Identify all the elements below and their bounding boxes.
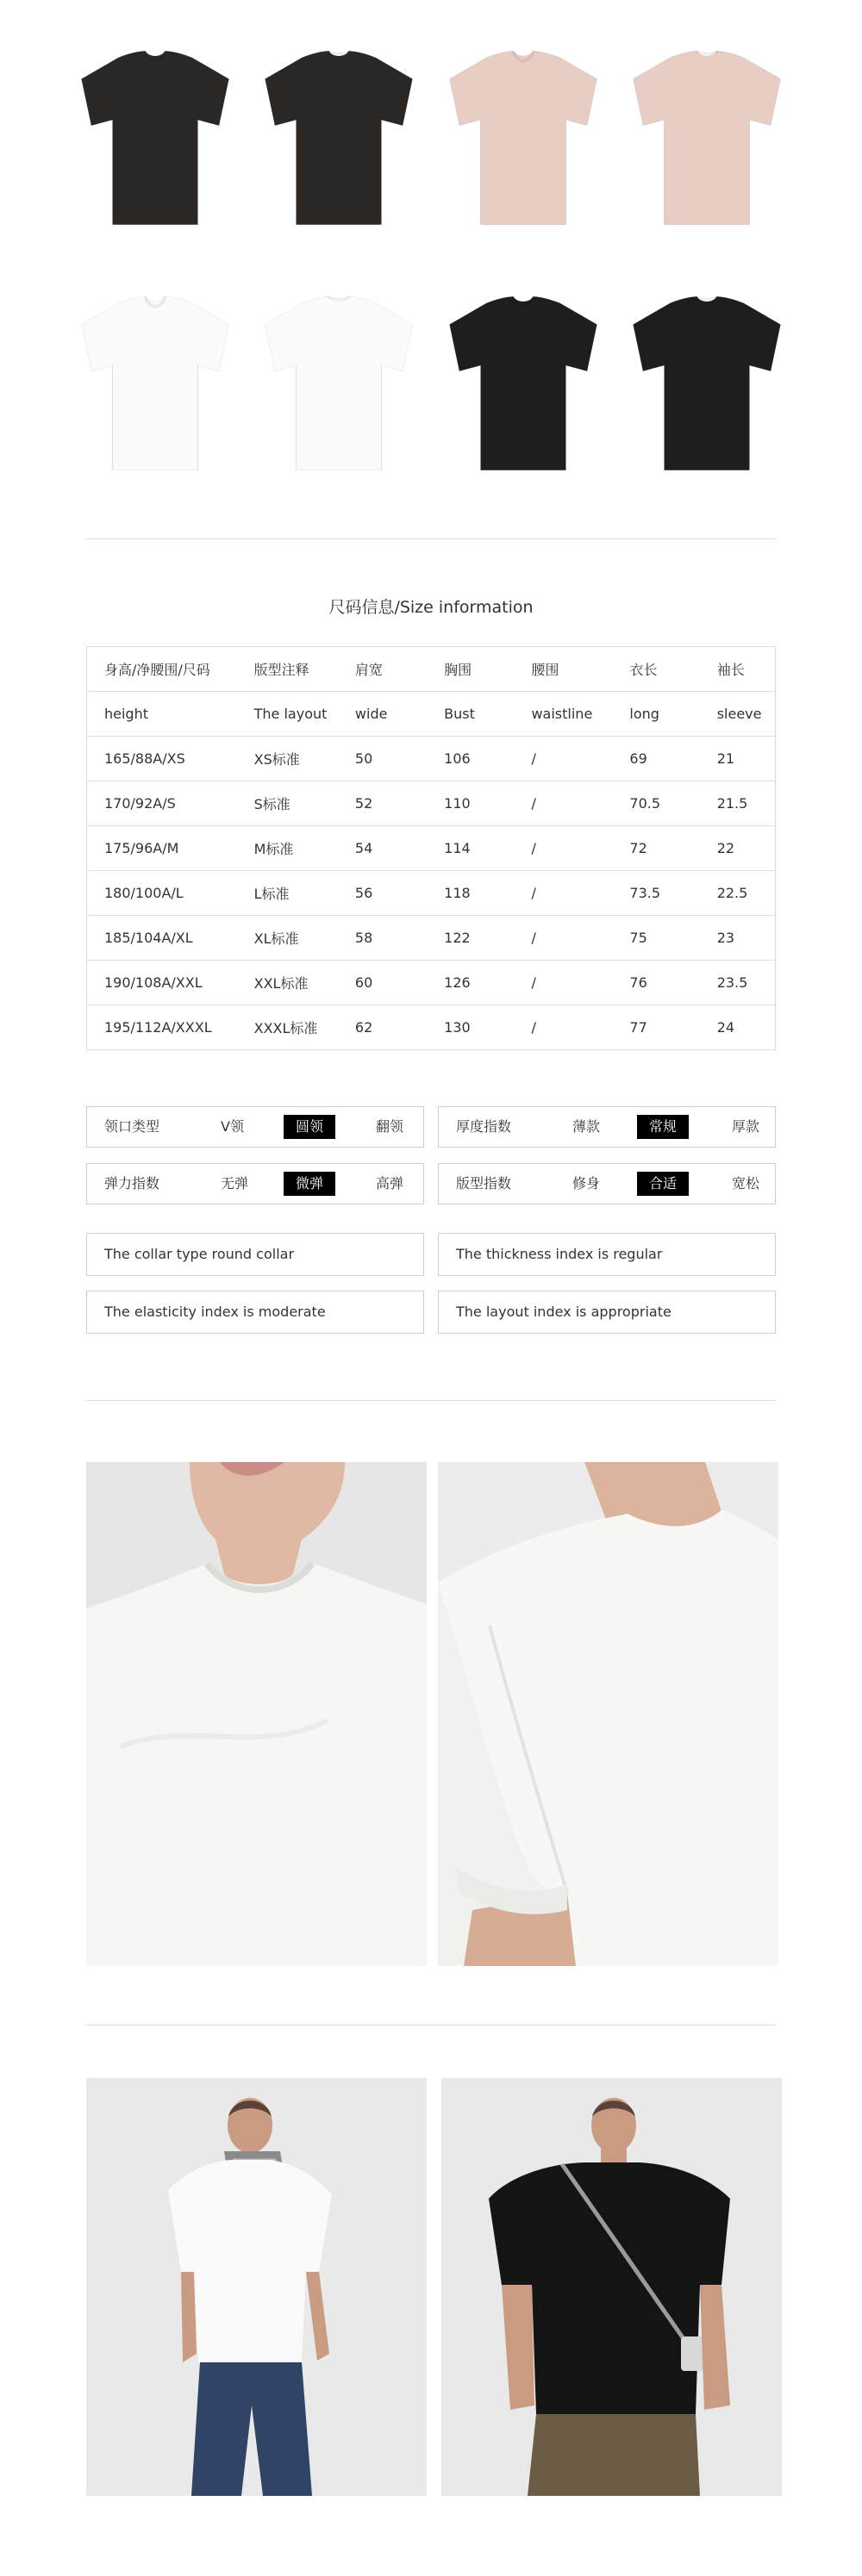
table-cell: /: [514, 871, 612, 916]
tshirt-icon: [625, 39, 789, 237]
collar-type-label: 领口类型: [104, 1118, 160, 1135]
collar-description: The collar type round collar: [86, 1233, 424, 1276]
table-cell: /: [514, 781, 612, 826]
elasticity-box: [86, 1163, 424, 1204]
table-cell: 165/88A/XS: [87, 737, 237, 781]
table-cell: 180/100A/L: [87, 871, 237, 916]
product-thumbnails-row2: [69, 280, 793, 487]
elasticity-option-slight[interactable]: 微弹: [284, 1172, 335, 1196]
table-cell: waistline: [514, 692, 612, 737]
tshirt-icon: [257, 39, 421, 237]
tshirt-thumbnail[interactable]: [621, 280, 793, 487]
tshirt-thumbnail[interactable]: [621, 34, 793, 241]
collar-type-box: [86, 1106, 424, 1148]
table-cell: 22.5: [700, 871, 776, 916]
table-cell: 195/112A/XXXL: [87, 1005, 237, 1050]
table-cell: /: [514, 916, 612, 961]
table-cell: 190/108A/XXL: [87, 961, 237, 1005]
table-cell: Bust: [427, 692, 514, 737]
table-cell: 69: [612, 737, 699, 781]
table-cell: L标准: [237, 871, 338, 916]
table-cell: The layout: [237, 692, 338, 737]
size-info-title: 尺码信息/Size information: [328, 598, 534, 617]
tshirt-icon: [441, 284, 605, 482]
table-cell: 106: [427, 737, 514, 781]
collar-option-v[interactable]: V领: [221, 1118, 244, 1135]
table-cell: 50: [338, 737, 427, 781]
tshirt-thumbnail[interactable]: [253, 280, 425, 487]
section-divider: [86, 1400, 776, 1401]
collar-option-round[interactable]: 圆领: [284, 1115, 335, 1139]
table-cell: 72: [612, 826, 699, 871]
collar-option-lapel[interactable]: 翻领: [376, 1118, 404, 1135]
elasticity-option-high[interactable]: 高弹: [376, 1175, 404, 1192]
table-cell: 腰围: [514, 647, 612, 692]
tshirt-icon: [73, 284, 237, 482]
table-cell: 袖长: [700, 647, 776, 692]
table-row: [87, 1005, 776, 1050]
model-white-tshirt-photo: [86, 2078, 427, 2496]
thickness-option-thick[interactable]: 厚款: [732, 1118, 760, 1135]
table-cell: 62: [338, 1005, 427, 1050]
table-header-cn: [87, 647, 776, 692]
table-cell: 版型注释: [237, 647, 338, 692]
elasticity-option-none[interactable]: 无弹: [221, 1175, 249, 1192]
thumbnail-row: [69, 280, 793, 487]
fit-option-loose[interactable]: 宽松: [732, 1175, 760, 1192]
thickness-description: The thickness index is regular: [438, 1233, 776, 1276]
table-cell: 58: [338, 916, 427, 961]
elasticity-label: 弹力指数: [104, 1175, 160, 1192]
thickness-box: [438, 1106, 776, 1148]
table-cell: 21: [700, 737, 776, 781]
table-cell: /: [514, 826, 612, 871]
table-cell: 110: [427, 781, 514, 826]
thickness-label: 厚度指数: [456, 1118, 512, 1135]
table-cell: 23.5: [700, 961, 776, 1005]
table-cell: 77: [612, 1005, 699, 1050]
table-cell: 身高/净腰围/尺码: [87, 647, 237, 692]
table-cell: XL标准: [237, 916, 338, 961]
table-row: [87, 871, 776, 916]
table-cell: 胸围: [427, 647, 514, 692]
collar-detail-photo: [86, 1462, 427, 1966]
table-cell: 24: [700, 1005, 776, 1050]
table-row: [87, 781, 776, 826]
table-cell: XXXL标准: [237, 1005, 338, 1050]
table-cell: M标准: [237, 826, 338, 871]
table-cell: 185/104A/XL: [87, 916, 237, 961]
table-header-en: [87, 692, 776, 737]
table-cell: 54: [338, 826, 427, 871]
layout-description: The layout index is appropriate: [438, 1291, 776, 1334]
tshirt-icon: [257, 284, 421, 482]
table-row: [87, 916, 776, 961]
fit-option-slim[interactable]: 修身: [572, 1175, 601, 1192]
table-cell: 126: [427, 961, 514, 1005]
table-cell: sleeve: [700, 692, 776, 737]
table-row: [87, 961, 776, 1005]
tshirt-thumbnail[interactable]: [69, 280, 241, 487]
size-table: [86, 646, 776, 1050]
fit-option-regular[interactable]: 合适: [637, 1172, 689, 1196]
table-cell: /: [514, 1005, 612, 1050]
section-divider: [86, 538, 776, 539]
table-cell: /: [514, 737, 612, 781]
tshirt-thumbnail[interactable]: [69, 34, 241, 241]
table-cell: 22: [700, 826, 776, 871]
table-cell: XS标准: [237, 737, 338, 781]
table-cell: 114: [427, 826, 514, 871]
tshirt-thumbnail[interactable]: [437, 280, 609, 487]
sleeve-detail-photo: [438, 1462, 778, 1966]
model-black-tshirt-photo: [441, 2078, 782, 2496]
tshirt-icon: [625, 284, 789, 482]
thickness-option-regular[interactable]: 常规: [637, 1115, 689, 1139]
table-cell: 衣长: [612, 647, 699, 692]
table-row: [87, 737, 776, 781]
thumbnail-row: [69, 34, 793, 241]
fit-label: 版型指数: [456, 1175, 512, 1192]
table-cell: 118: [427, 871, 514, 916]
table-cell: 52: [338, 781, 427, 826]
table-cell: height: [87, 692, 237, 737]
tshirt-icon: [441, 39, 605, 237]
table-cell: 70.5: [612, 781, 699, 826]
table-cell: XXL标准: [237, 961, 338, 1005]
tshirt-thumbnail[interactable]: [253, 34, 425, 241]
table-cell: 130: [427, 1005, 514, 1050]
table-cell: wide: [338, 692, 427, 737]
table-cell: 170/92A/S: [87, 781, 237, 826]
table-cell: 23: [700, 916, 776, 961]
table-cell: long: [612, 692, 699, 737]
table-row: [87, 826, 776, 871]
table-cell: 122: [427, 916, 514, 961]
thickness-option-thin[interactable]: 薄款: [572, 1118, 601, 1135]
tshirt-icon: [73, 39, 237, 237]
table-cell: 56: [338, 871, 427, 916]
table-cell: S标准: [237, 781, 338, 826]
fit-box: [438, 1163, 776, 1204]
elasticity-description: The elasticity index is moderate: [86, 1291, 424, 1334]
table-cell: 60: [338, 961, 427, 1005]
tshirt-thumbnail[interactable]: [437, 34, 609, 241]
table-cell: 肩宽: [338, 647, 427, 692]
table-cell: 21.5: [700, 781, 776, 826]
table-cell: 175/96A/M: [87, 826, 237, 871]
table-cell: /: [514, 961, 612, 1005]
table-cell: 76: [612, 961, 699, 1005]
table-cell: 73.5: [612, 871, 699, 916]
table-cell: 75: [612, 916, 699, 961]
